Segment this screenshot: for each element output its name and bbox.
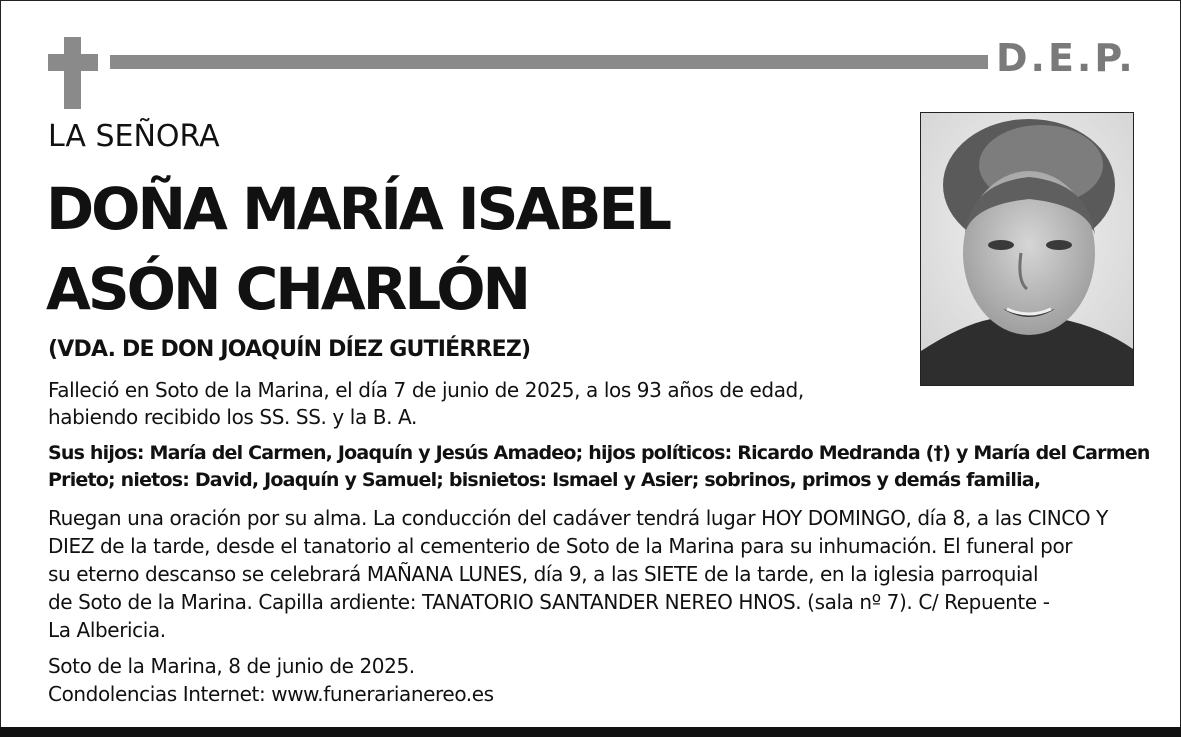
deceased-name <box>46 169 669 329</box>
name-line-2: ASÓN CHARLÓN <box>46 255 529 323</box>
bottom-rule <box>0 727 1181 737</box>
widow-of: (VDA. DE DON JOAQUÍN DÍEZ GUTIÉRREZ) <box>48 337 531 362</box>
request-line-1: Ruegan una oración por su alma. La conducción del cadáver tendrá lugar HOY DOMINGO, día 8, a las CINCO Y <box>48 506 1108 530</box>
dep-label: D.E.P. <box>996 36 1136 80</box>
condolences-link: Condolencias Internet: www.funerarianereo.es <box>48 682 494 706</box>
death-line-1: Falleció en Soto de la Marina, el día 7 de junio de 2025, a los 93 años de edad, <box>48 378 804 402</box>
name-line-1: DOÑA MARÍA ISABEL <box>46 175 670 243</box>
intro-title: LA SEÑORA <box>48 119 220 154</box>
header-rule <box>110 55 988 69</box>
request-line-5: La Albericia. <box>48 618 166 642</box>
place-date: Soto de la Marina, 8 de junio de 2025. <box>48 654 415 678</box>
portrait-illustration <box>921 113 1133 385</box>
request-line-4: de Soto de la Marina. Capilla ardiente: TANATORIO SANTANDER NEREO HNOS. (sala nº 7). C/ Repuente - <box>48 590 1050 614</box>
family-line-2: Prieto; nietos: David, Joaquín y Samuel; bisnietos: Ismael y Asier; sobrinos, primos y demás familia, <box>48 469 1041 491</box>
portrait-photo <box>920 112 1134 386</box>
family-line-1: Sus hijos: María del Carmen, Joaquín y Jesús Amadeo; hijos políticos: Ricardo Medranda (†) y María del Carmen <box>48 442 1150 464</box>
death-line-2: habiendo recibido los SS. SS. y la B. A. <box>48 405 417 429</box>
request-line-3: su eterno descanso se celebrará MAÑANA LUNES, día 9, a las SIETE de la tarde, en la iglesia parroquial <box>48 562 1039 586</box>
request-line-2: DIEZ de la tarde, desde el tanatorio al cementerio de Soto de la Marina para su inhumación. El funeral por <box>48 534 1073 558</box>
